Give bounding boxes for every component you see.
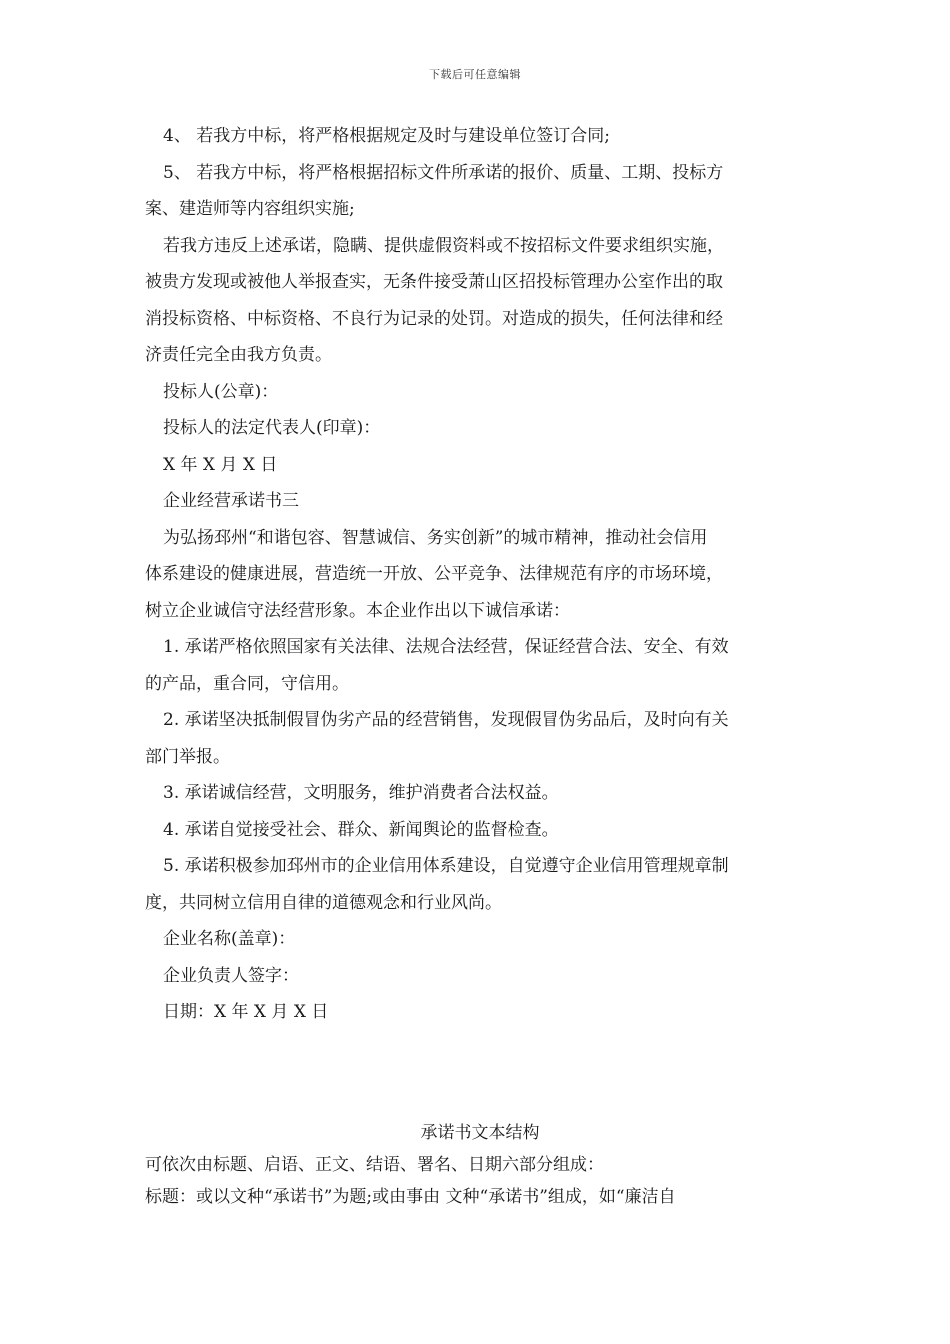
intro-paragraph-line-3: 树立企业诚信守法经营形象。本企业作出以下诚信承诺： bbox=[145, 600, 570, 621]
violation-paragraph-line-2: 被贵方发现或被他人举报查实，无条件接受萧山区招投标管理办公室作出的取 bbox=[145, 272, 723, 292]
commitment-1-line-2: 的产品，重合同，守信用。 bbox=[145, 673, 349, 694]
violation-paragraph-line-1: 若我方违反上述承诺，隐瞒、提供虚假资料或不按招标文件要求组织实施， bbox=[163, 235, 724, 256]
bidder-seal-line: 投标人(公章)： bbox=[163, 381, 279, 402]
company-date-line: 日期：X 年 X 月 X 日 bbox=[163, 1002, 329, 1022]
structure-line-2: 标题：或以文种“承诺书”为题;或由事由 文种“承诺书”组成，如“廉洁自 bbox=[145, 1186, 676, 1207]
bid-commitment-item-4: 4、 若我方中标，将严格根据规定及时与建设单位签订合同; bbox=[163, 126, 610, 146]
page-header-note: 下载后可任意编辑 bbox=[429, 68, 521, 81]
commitment-5-line-2: 度，共同树立信用自律的道德观念和行业风尚。 bbox=[145, 892, 502, 913]
commitment-4: 4. 承诺自觉接受社会、群众、新闻舆论的监督检查。 bbox=[163, 819, 559, 840]
section-title-commitment-three: 企业经营承诺书三 bbox=[163, 491, 299, 511]
document-body bbox=[145, 118, 815, 1213]
section-title-text-structure: 承诺书文本结构 bbox=[420, 1122, 540, 1143]
section-spacer bbox=[145, 1031, 815, 1117]
company-name-line: 企业名称(盖章)： bbox=[163, 929, 296, 949]
structure-line-1: 可依次由标题、启语、正文、结语、署名、日期六部分组成： bbox=[145, 1154, 604, 1175]
commitment-5-line-1: 5. 承诺积极参加邳州市的企业信用体系建设，自觉遵守企业信用管理规章制 bbox=[163, 856, 729, 876]
commitment-2-line-1: 2. 承诺坚决抵制假冒伪劣产品的经营销售，发现假冒伪劣品后，及时向有关 bbox=[163, 710, 729, 730]
violation-paragraph-line-4: 济责任完全由我方负责。 bbox=[145, 345, 332, 365]
bid-commitment-item-5-line-1: 5、 若我方中标，将严格根据招标文件所承诺的报价、质量、工期、投标方 bbox=[163, 162, 724, 183]
legal-representative-line: 投标人的法定代表人(印章)： bbox=[163, 418, 381, 438]
commitment-3: 3. 承诺诚信经营，文明服务，维护消费者合法权益。 bbox=[163, 783, 559, 803]
bid-date-line: X 年 X 月 X 日 bbox=[163, 454, 278, 475]
intro-paragraph-line-2: 体系建设的健康进展，营造统一开放、公平竞争、法律规范有序的市场环境， bbox=[145, 564, 723, 584]
bid-commitment-item-5-line-2: 案、建造师等内容组织实施; bbox=[145, 199, 355, 219]
company-signer-line: 企业负责人签字： bbox=[163, 965, 299, 986]
intro-paragraph-line-1: 为弘扬邳州“和谐包容、智慧诚信、务实创新”的城市精神，推动社会信用 bbox=[163, 527, 708, 548]
commitment-2-line-2: 部门举报。 bbox=[145, 746, 230, 767]
commitment-1-line-1: 1. 承诺严格依照国家有关法律、法规合法经营，保证经营合法、安全、有效 bbox=[163, 637, 729, 657]
violation-paragraph-line-3: 消投标资格、中标资格、不良行为记录的处罚。对造成的损失，任何法律和经 bbox=[145, 308, 723, 329]
